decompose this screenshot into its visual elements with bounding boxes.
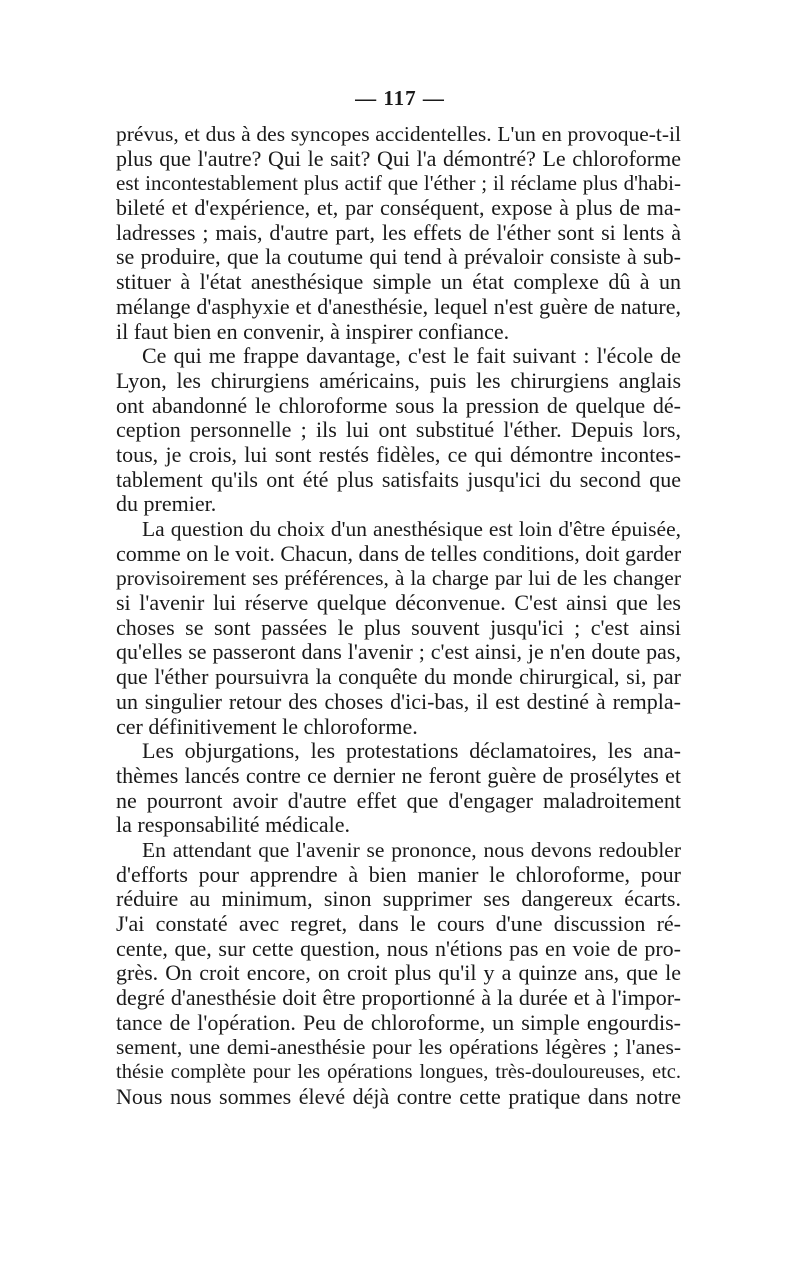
text-line: En attendant que l'avenir se prononce, nous devons redoubler [142, 837, 681, 862]
text-line: ne pourront avoir d'autre effet que d'engager maladroitement [116, 788, 681, 813]
text-line: ception personnelle ; ils lui ont substitué l'éther. Depuis lors, [116, 418, 681, 443]
text-line: qu'elles se passeront dans l'avenir ; c'est ainsi, je n'en doute pas, [116, 640, 681, 665]
text-line: plus que l'autre? Qui le sait? Qui l'a démontré? Le chloroforme [116, 146, 681, 171]
text-line: d'efforts pour apprendre à bien manier le chloroforme, pour [116, 862, 681, 887]
text-line: bileté et d'expérience, et, par conséquent, expose à plus de ma- [116, 196, 681, 221]
text-line: mélange d'asphyxie et d'anesthésie, lequel n'est guère de nature, [116, 294, 681, 319]
text-line: tablement qu'ils ont été plus satisfaits jusqu'ici du second que [116, 467, 681, 492]
text-line: réduire au minimum, sinon supprimer ses dangereux écarts. [116, 887, 681, 912]
text-line: tous, je crois, lui sont restés fidèles, ce qui démontre incontes- [116, 442, 681, 467]
body-text [116, 122, 681, 1110]
text-line: stituer à l'état anesthésique simple un état complexe dû à un [116, 270, 681, 295]
text-line: un singulier retour des choses d'ici-bas, il est destiné à rempla- [116, 689, 681, 714]
text-line: provisoirement ses préférences, à la charge par lui de les changer [116, 566, 681, 591]
text-line: tance de l'opération. Peu de chloroforme, un simple engourdis- [116, 1010, 681, 1035]
text-line: thèmes lancés contre ce dernier ne feront guère de prosélytes et [116, 763, 681, 788]
text-line: que l'éther poursuivra la conquête du monde chirurgical, si, par [116, 665, 681, 690]
text-line: thésie complète pour les opérations longues, très-douloureuses, etc. [116, 1061, 681, 1084]
text-line: sement, une demi-anesthésie pour les opérations légères ; l'anes- [116, 1035, 681, 1060]
text-line: grès. On croit encore, on croit plus qu'il y a quinze ans, que le [116, 961, 681, 986]
text-line: ont abandonné le chloroforme sous la pression de quelque dé- [116, 393, 681, 418]
text-line: cente, que, sur cette question, nous n'étions pas en voie de pro- [116, 936, 681, 961]
text-line: La question du choix d'un anesthésique est loin d'être épuisée, [142, 517, 681, 541]
text-line: est incontestablement plus actif que l'éther ; il réclame plus d'habi- [116, 171, 681, 196]
text-line: Ce qui me frappe davantage, c'est le fait suivant : l'école de [142, 344, 681, 369]
text-line: comme on le voit. Chacun, dans de telles conditions, doit garder [116, 541, 681, 566]
text-line: la responsabilité médicale. [116, 813, 350, 838]
text-line: J'ai constaté avec regret, dans le cours d'une discussion ré- [116, 912, 681, 936]
text-line: degré d'anesthésie doit être proportionné à la durée et à l'impor- [116, 986, 681, 1011]
text-line: ladresses ; mais, d'autre part, les effets de l'éther sont si lents à [116, 220, 681, 245]
page-number: — 117 — [355, 86, 445, 110]
text-line: il faut bien en convenir, à inspirer confiance. [116, 319, 510, 344]
text-line: choses se sont passées le plus souvent jusqu'ici ; c'est ainsi [116, 615, 681, 640]
text-line: du premier. [116, 492, 217, 517]
text-line: Les objurgations, les protestations déclamatoires, les ana- [142, 739, 681, 764]
text-line: Lyon, les chirurgiens américains, puis les chirurgiens anglais [116, 368, 681, 393]
text-line: si l'avenir lui réserve quelque déconvenue. C'est ainsi que les [116, 591, 681, 616]
text-line: se produire, que la coutume qui tend à prévaloir consiste à sub- [116, 245, 681, 270]
text-line: Nous nous sommes élevé déjà contre cette pratique dans notre [116, 1084, 681, 1109]
text-line: prévus, et dus à des syncopes accidentelles. L'un en provoque-t-il [116, 122, 681, 146]
text-line: cer définitivement le chloroforme. [116, 714, 418, 739]
